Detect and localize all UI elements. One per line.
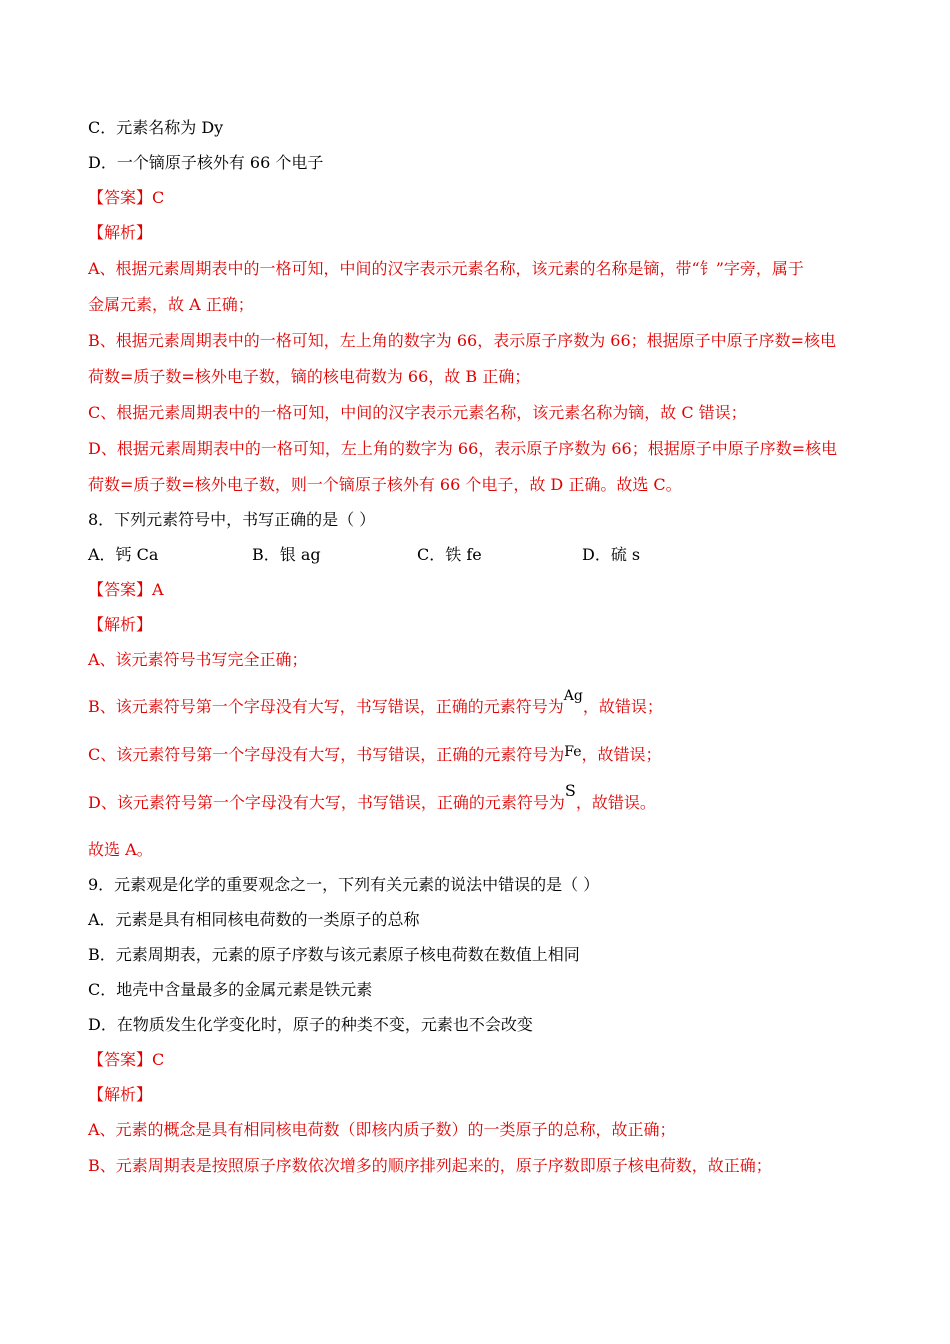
- q7-analysis-line: 荷数=质子数=核外电子数，镝的核电荷数为 66，故 B 正确；: [88, 367, 531, 386]
- q8-analysis-c: [88, 743, 662, 768]
- q7-option-d: D．一个镝原子核外有 66 个电子: [88, 153, 324, 172]
- q7-analysis-line: B、根据元素周期表中的一格可知，左上角的数字为 66，表示原子序数为 66；根据原子中原子序数=核电: [88, 331, 837, 350]
- q8-analysis-d-suffix: ，故错误。: [575, 793, 656, 812]
- q9-option-a: A．元素是具有相同核电荷数的一类原子的总称: [88, 910, 420, 929]
- element-symbol-s: S: [564, 781, 576, 800]
- q8-analysis-label: 【解析】: [88, 615, 153, 634]
- q8-analysis-b-suffix: ，故错误；: [582, 697, 663, 716]
- q7-analysis-label: 【解析】: [88, 223, 153, 242]
- q8-option-b: B．银 ag: [252, 545, 321, 564]
- element-symbol-fe: Fe: [564, 744, 582, 760]
- q8-answer: 【答案】A: [88, 580, 164, 599]
- q7-analysis-line: 荷数=质子数=核外电子数，则一个镝原子核外有 66 个电子，故 D 正确。故选 C。: [88, 475, 682, 494]
- q8-analysis-b: [88, 688, 663, 720]
- q9-analysis-line: B、元素周期表是按照原子序数依次增多的顺序排列起来的，原子序数即原子核电荷数，故正确；: [88, 1156, 772, 1175]
- q8-conclusion: 故选 A。: [88, 840, 153, 859]
- q8-analysis-c-text: C、该元素符号第一个字母没有大写，书写错误，正确的元素符号为: [88, 745, 565, 764]
- q8-analysis-b-text: B、该元素符号第一个字母没有大写，书写错误，正确的元素符号为: [88, 697, 564, 716]
- q9-answer: 【答案】C: [88, 1050, 165, 1069]
- q7-analysis-line: A、根据元素周期表中的一格可知，中间的汉字表示元素名称，该元素的名称是镝，带“钅”字旁，属于: [88, 259, 804, 278]
- q9-question: 9．元素观是化学的重要观念之一，下列有关元素的说法中错误的是（ ）: [88, 875, 600, 894]
- q8-options: [88, 543, 868, 567]
- q8-option-d: D．硫 s: [582, 545, 641, 564]
- q9-option-c: C．地壳中含量最多的金属元素是铁元素: [88, 980, 373, 999]
- element-symbol-ag: Ag: [563, 688, 583, 704]
- q9-analysis-line: A、元素的概念是具有相同核电荷数（即核内质子数）的一类原子的总称，故正确；: [88, 1120, 676, 1139]
- q7-analysis-line: C、根据元素周期表中的一格可知，中间的汉字表示元素名称，该元素名称为镝，故 C 错误；: [88, 403, 747, 422]
- q9-option-d: D．在物质发生化学变化时，原子的种类不变，元素也不会改变: [88, 1015, 533, 1034]
- q7-answer: 【答案】C: [88, 188, 165, 207]
- q7-analysis-line: D、根据元素周期表中的一格可知，左上角的数字为 66，表示原子序数为 66；根据原子中原子序数=核电: [88, 439, 838, 458]
- q9-option-b: B．元素周期表，元素的原子序数与该元素原子核电荷数在数值上相同: [88, 945, 580, 964]
- q8-option-a: A．钙 Ca: [88, 545, 159, 564]
- q8-analysis-a: A、该元素符号书写完全正确；: [88, 650, 308, 669]
- q8-analysis-d-text: D、该元素符号第一个字母没有大写，书写错误，正确的元素符号为: [88, 793, 565, 812]
- q8-analysis-c-suffix: ，故错误；: [581, 745, 662, 764]
- q7-analysis-line: 金属元素，故 A 正确；: [88, 295, 254, 314]
- q7-option-c: C．元素名称为 Dy: [88, 118, 224, 137]
- q8-option-c: C．铁 fe: [417, 545, 482, 564]
- q8-question: 8．下列元素符号中，书写正确的是（ ）: [88, 510, 376, 529]
- q8-analysis-d: [88, 781, 656, 815]
- q9-analysis-label: 【解析】: [88, 1085, 153, 1104]
